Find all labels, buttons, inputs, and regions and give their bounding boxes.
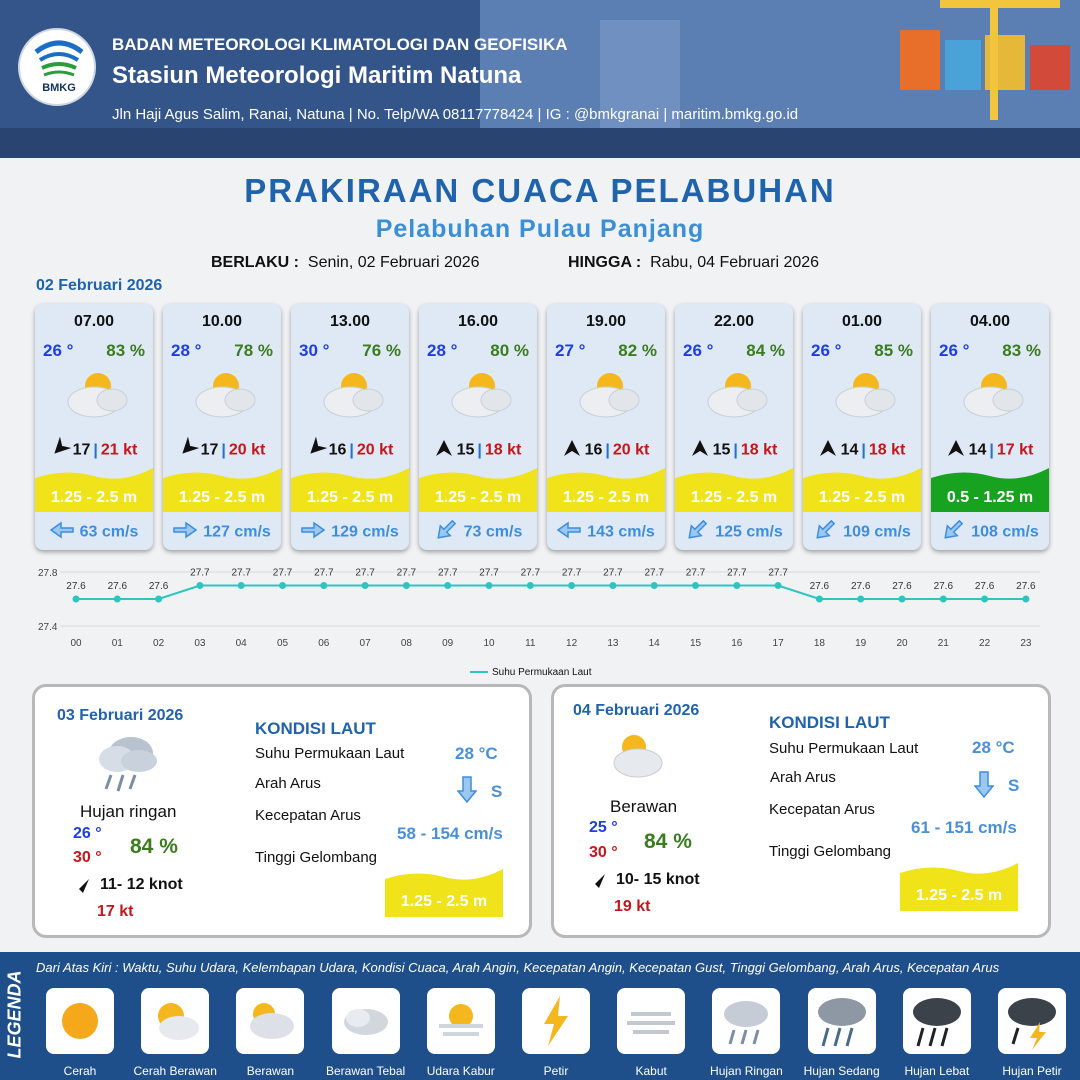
cloudy-icon xyxy=(606,729,668,781)
sst-point xyxy=(775,582,782,589)
legend-item-label: Kabut xyxy=(635,1064,667,1078)
valid-from-value: Senin, 02 Februari 2026 xyxy=(307,254,480,271)
agency-name: BADAN METEOROLOGI KLIMATOLOGI DAN GEOFISIKA xyxy=(112,35,568,54)
partly-cloudy-icon xyxy=(576,368,642,424)
y-tick-label: 27.4 xyxy=(38,622,58,633)
sst-point xyxy=(899,596,906,603)
light-rain-icon xyxy=(93,731,163,797)
partly-cloudy-icon xyxy=(448,368,514,424)
card-time: 13.00 xyxy=(329,313,371,330)
partly-cloudy-icon xyxy=(192,368,258,424)
wave-height: 1.25 - 2.5 m xyxy=(818,489,906,506)
day2-sst-label: Suhu Permukaan Laut xyxy=(255,745,405,762)
forecast-card xyxy=(35,304,153,550)
sst-point xyxy=(651,582,658,589)
sst-data-label: 27.7 xyxy=(396,567,417,579)
current-direction-icon xyxy=(434,521,458,544)
forecast-card xyxy=(931,304,1049,550)
x-tick-label: 10 xyxy=(483,638,495,649)
day3-gust: 19 kt xyxy=(614,898,651,915)
card-temperature: 30 ° xyxy=(299,341,330,360)
card-humidity: 76 % xyxy=(362,341,401,360)
heavy-rain-icon xyxy=(903,988,971,1059)
day3-summary xyxy=(551,684,1051,938)
sst-data-label: 27.7 xyxy=(355,567,375,579)
sst-point xyxy=(403,582,410,589)
legend-item xyxy=(903,988,971,1054)
wind-gust: 18 kt xyxy=(868,441,906,459)
legend-item xyxy=(141,988,209,1054)
sst-data-label: 27.6 xyxy=(107,581,128,592)
wind-separator: | xyxy=(477,441,482,459)
day2-temp-max: 30 ° xyxy=(73,849,102,866)
sst-point xyxy=(73,596,80,603)
x-tick-label: 02 xyxy=(153,638,165,649)
sst-data-label: 27.7 xyxy=(768,567,788,579)
card-current xyxy=(419,521,537,544)
day2-current-dir-label: Arah Arus xyxy=(255,775,321,792)
card-time: 16.00 xyxy=(457,313,499,330)
x-tick-label: 14 xyxy=(648,638,660,649)
legend-title: LEGENDA xyxy=(4,970,25,1059)
current-speed: 63 cm/s xyxy=(79,523,139,541)
card-current xyxy=(675,521,793,544)
legend-line-icon xyxy=(470,671,488,673)
moderate-rain-icon xyxy=(808,988,876,1059)
forecast-card xyxy=(803,304,921,550)
sst-data-label: 27.7 xyxy=(479,567,499,579)
card-wind xyxy=(35,439,153,462)
valid-to-label: HINGGA : xyxy=(568,254,642,271)
valid-from xyxy=(211,254,480,272)
sst-point xyxy=(527,582,534,589)
wave-height: 0.5 - 1.25 m xyxy=(946,489,1034,506)
current-direction-icon xyxy=(813,521,837,544)
sst-data-label: 27.6 xyxy=(892,581,912,592)
current-speed: 108 cm/s xyxy=(971,523,1039,541)
wave-height: 1.25 - 2.5 m xyxy=(690,489,778,506)
sst-data-label: 27.7 xyxy=(520,567,541,579)
sst-data-label: 27.7 xyxy=(190,567,210,579)
sst-point xyxy=(816,596,823,603)
day1-date: 02 Februari 2026 xyxy=(36,277,163,294)
legend-item xyxy=(712,988,780,1054)
wind-separator: | xyxy=(605,441,610,459)
day2-condition: Hujan ringan xyxy=(80,802,177,821)
card-temperature: 26 ° xyxy=(811,341,842,360)
sst-point xyxy=(1022,596,1029,603)
sst-data-label: 27.6 xyxy=(809,581,830,592)
x-tick-label: 16 xyxy=(731,638,743,649)
sst-data-label: 27.7 xyxy=(437,567,458,579)
legend-item-label: Udara Kabur xyxy=(426,1064,495,1078)
fog-icon xyxy=(617,988,685,1059)
day3-wave-label: Tinggi Gelombang xyxy=(769,843,892,860)
partly-cloudy-icon xyxy=(832,368,898,424)
legend-item xyxy=(617,988,685,1054)
card-time: 01.00 xyxy=(841,313,883,330)
card-humidity: 85 % xyxy=(874,341,913,360)
sst-point xyxy=(692,582,699,589)
wind-direction-icon xyxy=(819,439,837,462)
sst-data-label: 27.6 xyxy=(148,581,169,592)
wind-speed: 16 xyxy=(328,441,347,459)
wind-direction-icon xyxy=(947,439,965,462)
partly-cloudy-icon xyxy=(704,368,770,424)
x-tick-label: 11 xyxy=(525,638,536,649)
legend-item-label: Berawan Tebal xyxy=(326,1064,406,1078)
day3-condition: Berawan xyxy=(610,797,678,816)
sst-data-label: 27.7 xyxy=(685,567,706,579)
x-tick-label: 03 xyxy=(194,638,206,649)
sst-point xyxy=(238,582,245,589)
logo-label: BMKG xyxy=(42,82,76,94)
sst-data-label: 27.7 xyxy=(603,567,623,579)
current-direction-icon xyxy=(941,521,965,544)
x-tick-label: 19 xyxy=(855,638,867,649)
day3-current-dir-label: Arah Arus xyxy=(770,769,836,786)
wind-speed: 14 xyxy=(968,441,987,459)
x-tick-label: 15 xyxy=(689,638,702,649)
wind-arrow-icon xyxy=(589,872,607,890)
wind-speed: 17 xyxy=(200,441,219,459)
sst-point xyxy=(486,582,493,589)
wind-separator: | xyxy=(349,441,354,459)
day2-humidity: 84 % xyxy=(130,835,178,858)
legend-item xyxy=(427,988,495,1054)
sst-data-label: 27.7 xyxy=(727,567,747,579)
x-tick-label: 18 xyxy=(813,638,825,649)
current-direction-icon xyxy=(685,521,709,544)
wind-gust: 17 kt xyxy=(996,441,1034,459)
card-humidity: 83 % xyxy=(1002,341,1041,360)
sst-chart xyxy=(0,560,1080,660)
current-speed: 127 cm/s xyxy=(203,523,271,541)
legend-item xyxy=(236,988,304,1054)
day3-current-speed-label: Kecepatan Arus xyxy=(769,801,875,818)
card-temperature: 27 ° xyxy=(555,341,586,360)
day3-wind: 10- 15 knot xyxy=(616,871,700,888)
day3-current-dir-value: S xyxy=(1008,776,1020,795)
legend-item-label: Cerah Berawan xyxy=(133,1064,217,1078)
x-tick-label: 17 xyxy=(772,638,784,649)
wind-gust: 18 kt xyxy=(484,441,522,459)
legend-item-label: Petir xyxy=(543,1064,569,1078)
down-arrow-icon xyxy=(457,775,477,805)
day3-sst-value: 28 °C xyxy=(972,738,1015,757)
day3-sst-label: Suhu Permukaan Laut xyxy=(769,740,919,757)
legend-item xyxy=(808,988,876,1054)
card-time: 10.00 xyxy=(201,313,243,330)
card-wind xyxy=(419,439,537,462)
legend-item xyxy=(46,988,114,1054)
legend-description: Dari Atas Kiri : Waktu, Suhu Udara, Kelembapan Udara, Kondisi Cuaca, Arah Angin, Kecepatan Angin, Kecepatan Gust, Tinggi Gelombang, Arah Arus, Kecepatan Arus xyxy=(36,960,1000,975)
wind-gust: 20 kt xyxy=(356,441,394,459)
legend-item xyxy=(998,988,1066,1054)
sst-data-label: 27.6 xyxy=(66,581,86,592)
wind-direction-icon xyxy=(563,439,581,462)
day3-wave-value: 1.25 - 2.5 m xyxy=(915,887,1003,904)
card-temperature: 28 ° xyxy=(171,341,202,360)
legend-item-label: Hujan Ringan xyxy=(710,1064,783,1078)
x-tick-label: 08 xyxy=(400,638,412,649)
current-speed: 125 cm/s xyxy=(715,523,783,541)
sst-point xyxy=(733,582,740,589)
card-wind xyxy=(675,439,793,462)
forecast-card xyxy=(675,304,793,550)
x-tick-label: 23 xyxy=(1020,638,1032,649)
wind-speed: 14 xyxy=(840,441,859,459)
card-time: 07.00 xyxy=(73,313,115,330)
page-subtitle: Pelabuhan Pulau Panjang xyxy=(375,215,705,243)
day2-temp-min: 26 ° xyxy=(73,825,102,842)
card-current xyxy=(163,521,281,544)
day2-current-speed-label: Kecepatan Arus xyxy=(255,807,361,824)
sst-point xyxy=(857,596,864,603)
card-time: 19.00 xyxy=(585,313,627,330)
wind-separator: | xyxy=(861,441,866,459)
wind-separator: | xyxy=(989,441,994,459)
sst-point xyxy=(279,582,286,589)
current-direction-icon xyxy=(301,521,325,544)
y-tick-label: 27.8 xyxy=(38,568,58,579)
sst-point xyxy=(568,582,575,589)
sst-point xyxy=(981,596,988,603)
wave-height: 1.25 - 2.5 m xyxy=(434,489,522,506)
sst-data-label: 27.6 xyxy=(1016,581,1036,592)
day3-temp-min: 25 ° xyxy=(589,819,618,836)
wind-speed: 17 xyxy=(72,441,91,459)
wind-gust: 20 kt xyxy=(228,441,266,459)
day2-wave-value: 1.25 - 2.5 m xyxy=(400,893,488,910)
sst-point xyxy=(362,582,369,589)
valid-to xyxy=(568,254,819,272)
x-tick-label: 00 xyxy=(70,638,82,649)
day3-date: 04 Februari 2026 xyxy=(573,702,700,719)
day2-summary xyxy=(32,684,532,938)
card-time: 04.00 xyxy=(969,313,1011,330)
day2-current-speed-value: 58 - 154 cm/s xyxy=(397,824,503,843)
x-tick-label: 13 xyxy=(607,638,619,649)
card-wind xyxy=(931,439,1049,462)
card-temperature: 26 ° xyxy=(939,341,970,360)
legend-item xyxy=(522,988,590,1054)
bmkg-emblem-icon xyxy=(32,38,86,80)
day2-sst-value: 28 °C xyxy=(455,744,498,763)
light-rain-icon xyxy=(712,988,780,1059)
x-tick-label: 05 xyxy=(276,638,289,649)
wind-gust: 21 kt xyxy=(100,441,138,459)
sst-data-label: 27.7 xyxy=(314,567,334,579)
day3-current-speed-value: 61 - 151 cm/s xyxy=(911,818,1017,837)
card-wind xyxy=(547,439,665,462)
forecast-card xyxy=(419,304,537,550)
wind-direction-icon xyxy=(691,439,709,462)
sst-point xyxy=(940,596,947,603)
contact-info: Jln Haji Agus Salim, Ranai, Natuna | No. Telp/WA 08117778424 | IG : @bmkgranai | maritim.bmkg.go.id xyxy=(112,106,799,123)
x-tick-label: 21 xyxy=(937,638,949,649)
current-direction-icon xyxy=(557,521,581,544)
partly-cloudy-icon xyxy=(320,368,386,424)
wave-height: 1.25 - 2.5 m xyxy=(306,489,394,506)
wind-speed: 16 xyxy=(584,441,603,459)
overcast-icon xyxy=(332,988,400,1059)
sst-data-label: 27.6 xyxy=(933,581,954,592)
day3-sea-title: KONDISI LAUT xyxy=(769,713,890,732)
partly-cloudy-icon xyxy=(141,988,209,1059)
wind-speed: 15 xyxy=(456,441,475,459)
wave-height: 1.25 - 2.5 m xyxy=(178,489,266,506)
day2-date: 03 Februari 2026 xyxy=(57,707,184,724)
wind-direction-icon xyxy=(179,439,197,462)
thunderstorm-icon xyxy=(998,988,1066,1059)
partly-cloudy-icon xyxy=(960,368,1026,424)
sst-point xyxy=(114,596,121,603)
bmkg-logo xyxy=(18,28,96,106)
x-tick-label: 20 xyxy=(896,638,908,649)
card-current xyxy=(803,521,921,544)
x-tick-label: 22 xyxy=(979,638,991,649)
haze-icon xyxy=(427,988,495,1059)
x-tick-label: 06 xyxy=(318,638,330,649)
header-banner xyxy=(0,0,1080,158)
valid-to-value: Rabu, 04 Februari 2026 xyxy=(650,254,820,271)
sst-legend xyxy=(470,667,592,678)
card-humidity: 83 % xyxy=(106,341,145,360)
card-current xyxy=(35,521,153,544)
legend-item-label: Hujan Lebat xyxy=(904,1064,970,1078)
current-speed: 129 cm/s xyxy=(331,523,399,541)
sst-point xyxy=(320,582,327,589)
legend-side xyxy=(0,952,30,1080)
sst-data-label: 27.6 xyxy=(974,581,995,592)
sst-point xyxy=(196,582,203,589)
x-tick-label: 07 xyxy=(359,638,371,649)
valid-from-label: BERLAKU : xyxy=(211,254,299,271)
wind-arrow-icon xyxy=(73,877,91,895)
down-arrow-icon xyxy=(974,770,994,800)
x-tick-label: 12 xyxy=(566,638,578,649)
wind-separator: | xyxy=(221,441,226,459)
card-current xyxy=(291,521,409,544)
page-title: PRAKIRAAN CUACA PELABUHAN xyxy=(244,172,836,209)
card-humidity: 80 % xyxy=(490,341,529,360)
card-humidity: 82 % xyxy=(618,341,657,360)
wave-height: 1.25 - 2.5 m xyxy=(50,489,138,506)
day2-current-dir-value: S xyxy=(491,782,503,801)
sst-data-label: 27.7 xyxy=(231,567,251,579)
forecast-card xyxy=(547,304,665,550)
sunny-icon xyxy=(46,988,114,1059)
card-current xyxy=(931,521,1049,544)
card-temperature: 26 ° xyxy=(683,341,714,360)
legend-series-label: Suhu Permukaan Laut xyxy=(492,667,592,678)
x-tick-label: 04 xyxy=(235,638,247,649)
day2-sea-title: KONDISI LAUT xyxy=(255,719,376,738)
day2-wave-label: Tinggi Gelombang xyxy=(255,849,378,866)
current-speed: 73 cm/s xyxy=(463,523,523,541)
forecast-card xyxy=(163,304,281,550)
card-temperature: 28 ° xyxy=(427,341,458,360)
legend-item xyxy=(332,988,400,1054)
current-direction-icon xyxy=(173,521,197,544)
wind-separator: | xyxy=(93,441,98,459)
legend-item-label: Hujan Petir xyxy=(1002,1064,1062,1078)
sst-line xyxy=(76,586,1026,600)
current-speed: 143 cm/s xyxy=(587,523,655,541)
x-tick-label: 09 xyxy=(442,638,454,649)
sst-data-label: 27.7 xyxy=(272,567,293,579)
day3-humidity: 84 % xyxy=(644,830,692,853)
sst-data-label: 27.7 xyxy=(644,567,664,579)
sst-point xyxy=(444,582,451,589)
wind-direction-icon xyxy=(435,439,453,462)
card-wind xyxy=(803,439,921,462)
current-speed: 109 cm/s xyxy=(843,523,911,541)
wind-gust: 18 kt xyxy=(740,441,778,459)
sst-data-label: 27.6 xyxy=(850,581,871,592)
cloudy-icon xyxy=(236,988,304,1059)
partly-cloudy-icon xyxy=(64,368,130,424)
day2-gust: 17 kt xyxy=(97,903,134,920)
wind-speed: 15 xyxy=(712,441,731,459)
lightning-icon xyxy=(522,988,590,1059)
station-name: Stasiun Meteorologi Maritim Natuna xyxy=(112,62,522,89)
wind-gust: 20 kt xyxy=(612,441,650,459)
wind-separator: | xyxy=(733,441,738,459)
wind-direction-icon xyxy=(307,439,325,462)
card-humidity: 78 % xyxy=(234,341,273,360)
card-current xyxy=(547,521,665,544)
legend-item-label: Hujan Sedang xyxy=(803,1064,880,1078)
x-tick-label: 01 xyxy=(111,638,123,649)
sst-point xyxy=(155,596,162,603)
card-temperature: 26 ° xyxy=(43,341,74,360)
sst-point xyxy=(609,582,616,589)
day3-temp-max: 30 ° xyxy=(589,844,618,861)
day2-wind: 11- 12 knot xyxy=(100,876,183,893)
card-time: 22.00 xyxy=(713,313,755,330)
wave-height: 1.25 - 2.5 m xyxy=(562,489,650,506)
legend-item-label: Berawan xyxy=(246,1064,295,1078)
sst-data-label: 27.7 xyxy=(561,567,582,579)
forecast-card xyxy=(291,304,409,550)
wind-direction-icon xyxy=(51,439,69,462)
card-humidity: 84 % xyxy=(746,341,785,360)
card-wind xyxy=(291,439,409,462)
legend-item-label: Cerah xyxy=(63,1064,97,1078)
card-wind xyxy=(163,439,281,462)
current-direction-icon xyxy=(50,521,74,544)
